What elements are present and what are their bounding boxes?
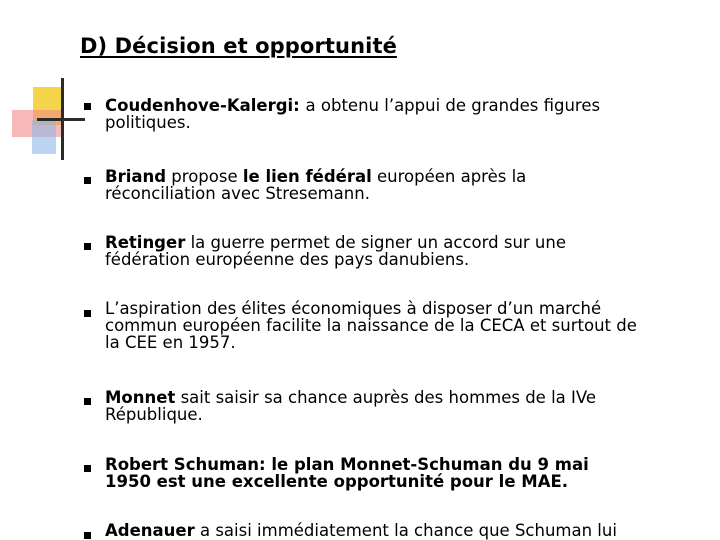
bullet-line — [105, 317, 665, 334]
bullet-square-icon — [84, 310, 91, 317]
bold-text-run: le lien fédéral — [242, 167, 372, 186]
bold-text-run: Monnet — [105, 388, 176, 407]
text-run: réconciliation avec Stresemann. — [105, 184, 370, 203]
bullet-text — [105, 97, 665, 131]
bullet-line — [105, 522, 665, 539]
bullet-line — [105, 114, 665, 131]
bullet-line — [105, 97, 665, 114]
decorative-blue-square — [32, 120, 56, 154]
bullet-text — [105, 456, 665, 490]
bullet-square-icon — [84, 177, 91, 184]
bold-text-run: 1950 est une excellente opportunité pour le MAE. — [105, 472, 568, 491]
text-run: a obtenu l’appui de grandes figures — [305, 96, 601, 115]
bullet-square-icon — [84, 243, 91, 250]
bullet-square-icon — [84, 532, 91, 539]
text-run: propose — [166, 167, 243, 186]
bullet-text — [105, 300, 665, 351]
bullet-line — [105, 234, 665, 251]
bullet-square-icon — [84, 103, 91, 110]
bullet-line — [105, 168, 665, 185]
text-run: européen après la — [371, 167, 527, 186]
bullet-line — [105, 406, 665, 423]
bold-text-run: Briand — [105, 167, 167, 186]
bold-text-run: Adenauer — [105, 521, 195, 540]
bullet-text — [105, 168, 665, 202]
bullet-square-icon — [84, 465, 91, 472]
bold-text-run: Robert Schuman: le plan Monnet-Schuman du 9 mai — [105, 455, 589, 474]
text-run: politiques. — [105, 113, 191, 132]
bullet-line — [105, 300, 665, 317]
bullet-text — [105, 389, 665, 423]
bold-text-run: Retinger — [105, 233, 186, 252]
bold-text-run: Coudenhove-Kalergi: — [105, 96, 306, 115]
decorative-horizontal-line — [37, 118, 85, 121]
bullet-square-icon — [84, 398, 91, 405]
text-run: sait saisir sa chance auprès des hommes de la IVe — [175, 388, 597, 407]
bullet-line — [105, 456, 665, 473]
text-run: a saisi immédiatement la chance que Schuman lui — [194, 521, 617, 540]
bullet-text — [105, 522, 665, 539]
bullet-text — [105, 234, 665, 268]
text-run: la CEE en 1957. — [105, 333, 236, 352]
bullet-line — [105, 389, 665, 406]
text-run: République. — [105, 405, 203, 424]
text-run: L’aspiration des élites économiques à disposer d’un marché — [105, 299, 602, 318]
bullet-line — [105, 251, 665, 268]
slide-title: D) Décision et opportunité — [80, 34, 397, 58]
text-run: fédération européenne des pays danubiens. — [105, 250, 470, 269]
bullet-line — [105, 185, 665, 202]
text-run: commun européen facilite la naissance de la CECA et surtout de — [105, 316, 637, 335]
text-run: la guerre permet de signer un accord sur une — [185, 233, 566, 252]
bullet-line — [105, 334, 665, 351]
bullet-line — [105, 473, 665, 490]
